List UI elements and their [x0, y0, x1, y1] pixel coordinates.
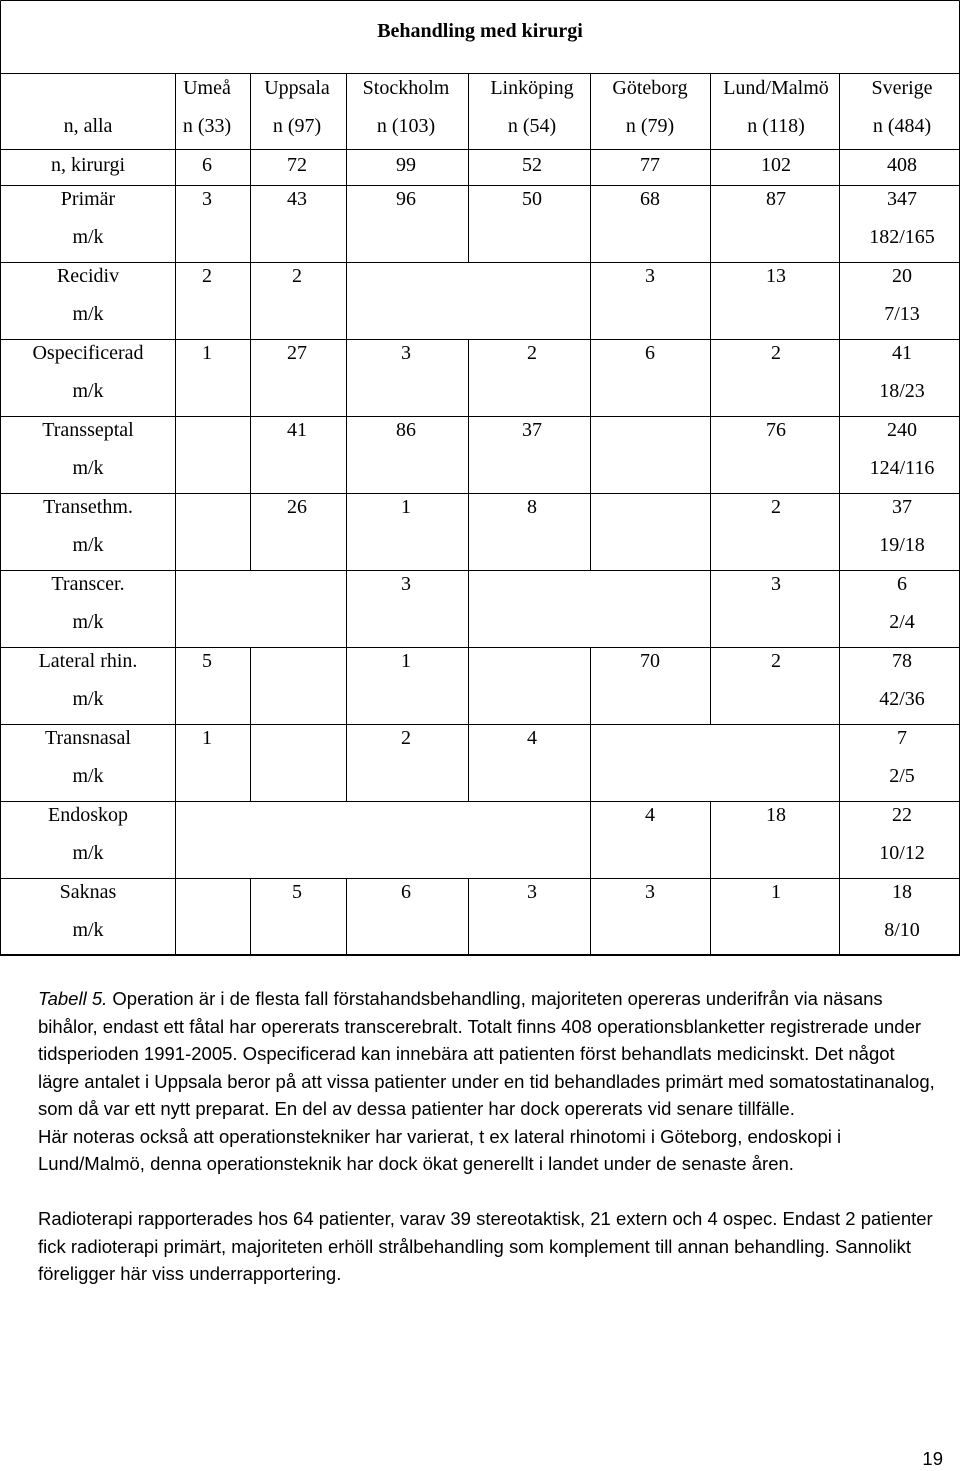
table-cell: 18	[766, 804, 786, 826]
column-count: n (97)	[272, 115, 322, 137]
table-cell: 43	[287, 188, 307, 210]
row-sublabel: m/k	[72, 842, 104, 864]
table-cell: 18	[892, 881, 912, 903]
caption-paragraph-2: Här noteras också att operationstekniker har varierat, t ex lateral rhinotomi i Göteborg, endoskopi i Lund/Malmö, denna operationsteknik har dock ökat generellt i landet under de senaste åren.	[38, 1125, 842, 1174]
table-caption	[38, 985, 938, 1288]
row-label: Saknas	[59, 881, 117, 903]
table-cell: 2	[527, 342, 537, 364]
table-cell: 240	[887, 419, 917, 441]
table-cell: 41	[287, 419, 307, 441]
table-cell: 2	[292, 265, 302, 287]
table-cell: 3	[645, 265, 655, 287]
table-cell: 5	[292, 881, 302, 903]
caption-lead: Tabell 5.	[38, 988, 108, 1009]
row-sublabel: m/k	[72, 534, 104, 556]
column-count: n (484)	[872, 115, 932, 137]
table-cell: 1	[202, 342, 212, 364]
table-cell: 19/18	[879, 534, 925, 556]
table-cell: 42/36	[879, 688, 925, 710]
table-cell: 26	[287, 496, 307, 518]
table-cell: 41	[892, 342, 912, 364]
column-header: Uppsala	[264, 77, 330, 99]
table-cell: 408	[887, 154, 917, 176]
table-cell: 37	[522, 419, 542, 441]
table-cell: 10/12	[879, 842, 925, 864]
row-sublabel: m/k	[72, 457, 104, 479]
table-cell: 87	[766, 188, 786, 210]
column-header: Sverige	[871, 77, 933, 99]
row-label: Ospecificerad	[32, 342, 144, 364]
row-label: Transcer.	[51, 573, 125, 595]
table-cell: 78	[892, 650, 912, 672]
table-cell: 2	[771, 650, 781, 672]
row-label: Transnasal	[45, 727, 131, 749]
table-cell: 77	[640, 154, 660, 176]
table-cell: 2	[771, 342, 781, 364]
row-sublabel: m/k	[72, 919, 104, 941]
row-label: Transseptal	[42, 419, 134, 441]
caption-paragraph-1	[38, 985, 938, 1123]
table-cell: 124/116	[869, 457, 935, 479]
column-count: n (79)	[625, 115, 675, 137]
row-sublabel: m/k	[72, 688, 104, 710]
row-sublabel: m/k	[72, 380, 104, 402]
table-cell: 102	[761, 154, 791, 176]
row-label: Primär	[60, 188, 116, 210]
table-cell: 20	[892, 265, 912, 287]
table-cell: 18/23	[879, 380, 925, 402]
table-cell: 3	[645, 881, 655, 903]
table-cell: 3	[401, 342, 411, 364]
table-cell: 1	[401, 650, 411, 672]
table-cell: 4	[527, 727, 537, 749]
column-count: n (118)	[747, 115, 805, 137]
column-header: Linköping	[490, 77, 574, 99]
table-cell: 68	[640, 188, 660, 210]
caption-paragraph-3: Radioterapi rapporterades hos 64 patienter, varav 39 stereotaktisk, 21 extern och 4 ospec. Endast 2 patienter fick radioterapi primärt, majoriteten erhöll strålbehandling som komplement till annan behandling. Sannolikt föreligger här viss underrapportering.	[38, 1208, 933, 1284]
caption-text: Operation är i de flesta fall förstahandsbehandling, majoriteten opereras underifrån via näsans bihålor, endast ett fåtal har opererats transcerebralt. Totalt finns 408 operationsblanketter registrerade under tidsperioden 1991-2005. Ospecificerad kan innebära att patienten först behandlats medicinskt. Det något lägre antalet i Uppsala beror på att vissa patienter under en tid behandlades primärt med somatostatinanalog, som då var ett nytt preparat. En del av dessa patienter har dock opererats vid senare tillfälle.	[38, 988, 935, 1119]
table-cell: 1	[202, 727, 212, 749]
table-cell: 182/165	[869, 226, 935, 248]
row-label: n, kirurgi	[50, 154, 126, 176]
table-cell: 37	[892, 496, 912, 518]
table-cell: 6	[202, 154, 212, 176]
table-cell: 347	[887, 188, 917, 210]
table-cell: 2	[401, 727, 411, 749]
row-sublabel: m/k	[72, 226, 104, 248]
column-header: Umeå	[183, 77, 231, 99]
table-cell: 13	[766, 265, 786, 287]
row-label: Transethm.	[43, 496, 133, 518]
table-title: Behandling med kirurgi	[377, 20, 583, 42]
column-header: Lund/Malmö	[723, 77, 829, 99]
table-cell: 2/5	[889, 765, 915, 787]
table-cell: 52	[522, 154, 542, 176]
table-cell: 3	[527, 881, 537, 903]
row-label: n, alla	[63, 115, 113, 137]
table-cell: 72	[287, 154, 307, 176]
table-cell: 50	[522, 188, 542, 210]
column-header: Stockholm	[362, 77, 450, 99]
table-cell: 2/4	[889, 611, 915, 633]
table-cell: 70	[640, 650, 660, 672]
table-cell: 3	[771, 573, 781, 595]
table-cell: 3	[401, 573, 411, 595]
row-sublabel: m/k	[72, 765, 104, 787]
table-cell: 99	[396, 154, 416, 176]
table-cell: 4	[645, 804, 655, 826]
column-count: n (33)	[182, 115, 232, 137]
table-cell: 96	[396, 188, 416, 210]
row-label: Endoskop	[48, 804, 128, 826]
table-cell: 2	[771, 496, 781, 518]
row-sublabel: m/k	[72, 303, 104, 325]
row-sublabel: m/k	[72, 611, 104, 633]
table-cell: 1	[401, 496, 411, 518]
column-count: n (103)	[376, 115, 436, 137]
row-label: Recidiv	[56, 265, 120, 287]
table-cell: 6	[645, 342, 655, 364]
table-cell: 3	[202, 188, 212, 210]
page-number: 19	[922, 1448, 943, 1469]
table-cell: 8	[527, 496, 537, 518]
table-cell: 8/10	[884, 919, 920, 941]
table-cell: 6	[897, 573, 907, 595]
table-cell: 2	[202, 265, 212, 287]
row-label: Lateral rhin.	[38, 650, 138, 672]
table-cell: 5	[202, 650, 212, 672]
table-cell: 7	[897, 727, 907, 749]
column-count: n (54)	[507, 115, 557, 137]
column-header: Göteborg	[612, 77, 688, 99]
table-cell: 76	[766, 419, 786, 441]
table-cell: 6	[401, 881, 411, 903]
table-cell: 27	[287, 342, 307, 364]
table-cell: 86	[396, 419, 416, 441]
table-cell: 22	[892, 804, 912, 826]
table-cell: 1	[771, 881, 781, 903]
table-cell: 7/13	[884, 303, 920, 325]
